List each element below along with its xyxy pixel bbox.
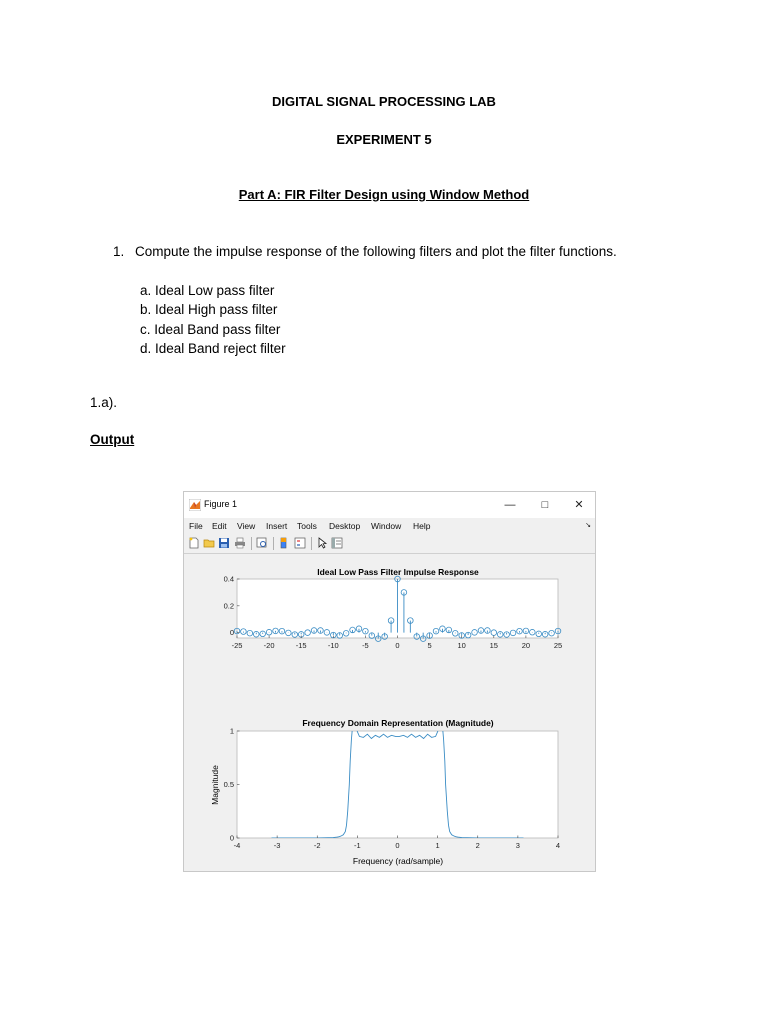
question-text: Compute the impulse response of the following filters and plot the filter functions. <box>135 244 617 259</box>
impulse-xtick-label: 15 <box>489 641 498 650</box>
impulse-ytick-label: 0.4 <box>223 574 234 584</box>
impulse-xtick-label: -10 <box>327 641 339 650</box>
menu-edit[interactable]: Edit <box>212 521 227 531</box>
impulse-xtick-label: 5 <box>427 641 432 650</box>
magnitude-axes-box <box>237 731 558 838</box>
minimize-button[interactable]: — <box>504 499 516 511</box>
question-number: 1. <box>113 244 125 259</box>
impulse-xtick-label: 25 <box>553 641 563 650</box>
menu-window[interactable]: Window <box>371 521 402 531</box>
magnitude-xtick-label: -4 <box>233 841 241 850</box>
magnitude-xtick-label: 1 <box>435 841 440 850</box>
magnitude-xtick-label: -2 <box>313 841 321 850</box>
magnitude-xtick-label: 0 <box>395 841 400 850</box>
impulse-xtick-label: -20 <box>263 641 275 650</box>
magnitude-xlabel: Frequency (rad/sample) <box>352 856 444 866</box>
magnitude-ylabel: Magnitude <box>210 765 220 805</box>
menu-insert[interactable]: Insert <box>266 521 288 531</box>
option-item: c. Ideal Band pass filter <box>140 321 281 337</box>
menu-desktop[interactable]: Desktop <box>329 521 361 531</box>
menu-help[interactable]: Help <box>413 521 431 531</box>
magnitude-ytick-label: 1 <box>229 726 234 736</box>
close-button[interactable]: ✕ <box>574 499 584 511</box>
option-item: b. Ideal High pass filter <box>140 302 278 318</box>
menu-dock-arrow-icon[interactable]: ↘ <box>585 522 591 529</box>
question-1 <box>113 244 617 259</box>
impulse-xtick-label: -15 <box>295 641 307 650</box>
magnitude-xtick-label: -1 <box>354 841 361 850</box>
impulse-xtick-label: 20 <box>521 641 531 650</box>
magnitude-xtick-label: 3 <box>515 841 520 850</box>
option-item: a. Ideal Low pass filter <box>140 283 275 298</box>
part-heading: Part A: FIR Filter Design using Window Method <box>238 187 530 202</box>
magnitude-ytick-label: 0 <box>229 833 234 843</box>
impulse-xtick-label: -5 <box>362 641 369 650</box>
document-title: DIGITAL SIGNAL PROCESSING LAB <box>272 94 496 109</box>
plots-area <box>184 492 595 871</box>
impulse-plot-title: Ideal Low Pass Filter Impulse Response <box>317 567 479 577</box>
magnitude-xtick-label: -3 <box>273 841 281 850</box>
menu-view[interactable]: View <box>237 521 256 531</box>
figure-title: Figure 1 <box>204 499 238 509</box>
option-item: d. Ideal Band reject filter <box>140 340 286 356</box>
impulse-ytick-label: 0.2 <box>223 601 234 611</box>
maximize-button[interactable]: □ <box>541 499 549 511</box>
experiment-title: EXPERIMENT 5 <box>336 132 432 147</box>
impulse-xtick-label: -25 <box>231 641 243 650</box>
magnitude-plot-title: Frequency Domain Representation (Magnitude) <box>302 718 494 728</box>
output-label: Output <box>90 432 135 447</box>
menu-file[interactable]: File <box>189 521 203 531</box>
section-label: 1.a). <box>90 395 118 410</box>
magnitude-xtick-label: 4 <box>555 841 561 850</box>
options-list <box>140 281 286 358</box>
impulse-ytick-label: 0 <box>229 628 234 638</box>
impulse-xtick-label: 0 <box>395 641 400 650</box>
magnitude-ytick-label: 0.5 <box>223 780 234 789</box>
impulse-xtick-label: 10 <box>457 641 466 650</box>
magnitude-xtick-label: 2 <box>475 841 480 850</box>
figure-window <box>183 491 596 872</box>
menu-tools[interactable]: Tools <box>297 521 317 531</box>
